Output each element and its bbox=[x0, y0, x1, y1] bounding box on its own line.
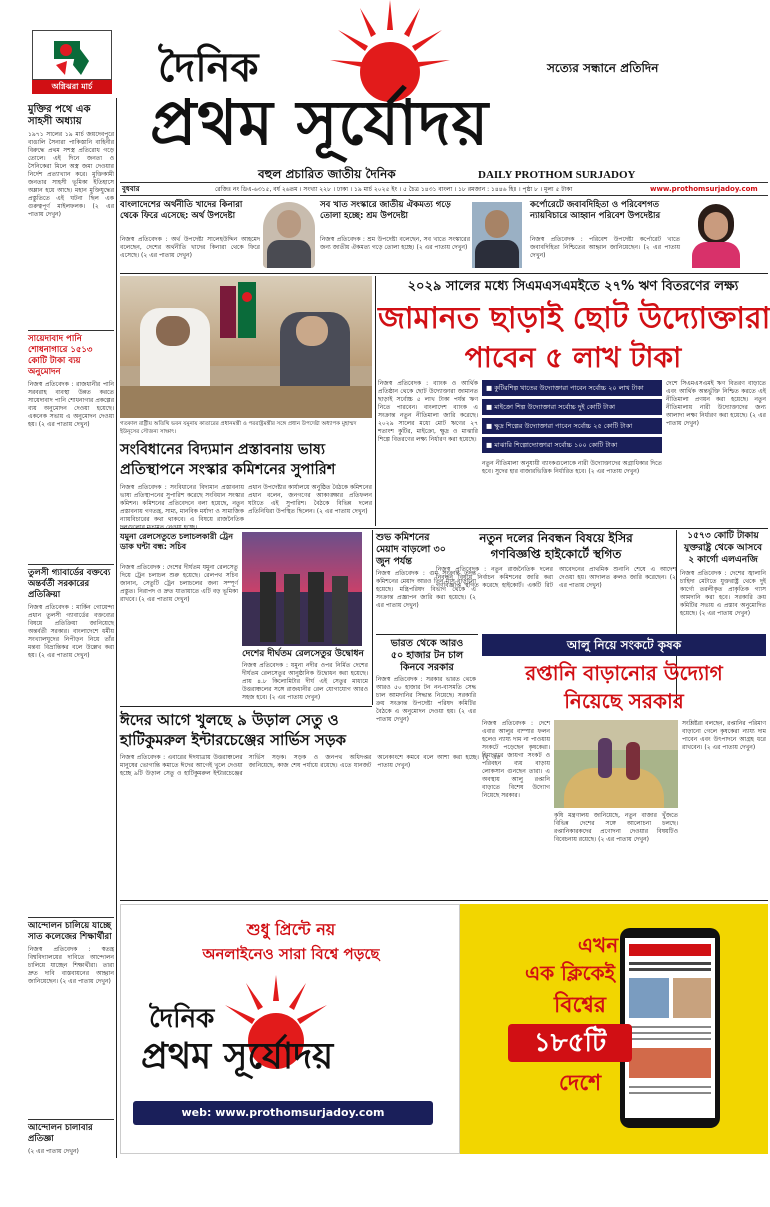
lead-bullet-3: ■ ক্ষুদ্র শিল্পের উদ্যোক্তারা পাবেন সর্বোচ্চ ২৫ কোটি টাকা bbox=[482, 418, 662, 434]
advertisement bbox=[120, 904, 768, 1154]
ad-tagline-2: অনলাইনেও সারা বিশ্বে পড়ছে bbox=[202, 945, 380, 963]
masthead-subtitle-en: DAILY PROTHOM SURJADOY bbox=[478, 169, 636, 181]
masthead-title: প্রথম সূর্যোদয় bbox=[150, 86, 490, 159]
potato-body-2: কৃষি মন্ত্রণালয় জানিয়েছে, নতুন বাজার খুঁজতে বিভিন্ন দেশের সঙ্গে আলোচনা চলছে। রপ্তানিকারকদের প্রণোদনা দেওয়ার বিষয়টিও বিবেচনায় রয়েছে। (২ এর পাতায় দেখুন) bbox=[554, 812, 678, 843]
top-story-3-body: নিজস্ব প্রতিবেদক : পরিবেশ উপদেষ্টা কর্পোরেট খাতে জবাবদিহিতা নিশ্চিতের আহ্বান জানিয়েছেন। (২ এর পাতায় দেখুন) bbox=[530, 236, 680, 259]
ad-tagline-1: শুধু প্রিন্টে নয় bbox=[246, 920, 336, 939]
main-photo-caption: গতকাল রাষ্ট্রীয় অতিথি ভবন যমুনায় কাতারের প্রধানমন্ত্রী ও পররাষ্ট্রমন্ত্রীর সঙ্গে প্রধান উপদেষ্টা অধ্যাপক মুহাম্মদ ইউনূসের সৌজন্য সাক্ষাৎ। bbox=[120, 421, 357, 435]
lead-kicker: ২০২৯ সালের মধ্যে সিএমএসএমইতে ২৭% ঋণ বিতরণের লক্ষ্য bbox=[407, 279, 739, 294]
top-story-1 bbox=[120, 200, 260, 272]
lead-body-right: দেশে সিএমএসএমই ঋণ বিতরণ বাড়াতে এবং আর্থিক অন্তর্ভুক্তি নিশ্চিত করতে এই নীতিমালা প্রণয়ন করা হয়েছে। নতুন নীতিমালায় নারী উদ্যোক্তাদের জন্য আলাদা লক্ষ্য নির্ধারণ করা হয়েছে। (২ এর পাতায় দেখুন) bbox=[666, 380, 766, 427]
lead-bullet-box bbox=[482, 380, 662, 456]
ad-title: প্রথম সূর্যোদয় bbox=[141, 1036, 334, 1077]
ishi-headline-1: নতুন দলের নিবন্ধন বিষয়ে ইসির bbox=[479, 531, 633, 545]
rice-headline-1: ভারত থেকে আরও bbox=[390, 638, 464, 649]
masthead-prefix: দৈনিক bbox=[158, 44, 259, 91]
ishi-body: নিজস্ব প্রতিবেদক : নতুন রাজনৈতিক দলের নিবন্ধন বিষয়ে নির্বাচন কমিশনের জারি করা গণবিজ্ঞপ্তি স্থগিত করেছে হাইকোর্ট। একটি রিট আবেদনের প্রাথমিক শুনানি শেষে এ আদেশ দেওয়া হয়। আদালত রুলও জারি করেছেন। (২ এর পাতায় দেখুন) bbox=[436, 566, 676, 589]
left-body-4: নিজস্ব প্রতিবেদক : স্বতন্ত্র বিশ্ববিদ্যালয়ের দাবিতে আন্দোলন চালিয়ে যাচ্ছেন শিক্ষার্থীরা। তারা দ্রুত দাবি বাস্তবায়নের আহ্বান জানিয়েছেন। (২ এর পাতায় দেখুন) bbox=[28, 946, 114, 985]
commission-body: নিজস্ব প্রতিবেদক : গুম সংক্রান্ত তদন্ত কমিশনের মেয়াদ আরও তিন মাস বাড়ানো হয়েছে। মন্ত্রিপরিষদ বিভাগ থেকে এ সংক্রান্ত প্রজ্ঞাপন জারি করা হয়েছে। (২ এর পাতায় দেখুন) bbox=[376, 570, 476, 609]
ad-right-4: ১৮৫টি bbox=[533, 1028, 607, 1058]
left-body-1: ১৯৭১ সালের ১৯ মার্চ জয়দেবপুরে বাঙালি সৈন্যরা পাকিস্তানি বাহিনীর বিরুদ্ধে প্রথম সশস্ত্র প্রতিরোধ গড়ে তোলে। এই দিনে জনতা ও সৈনিকেরা মিলে অস্ত্র জমা দেওয়ার নির্দেশ প্রত্যাখ্যান করে। মুক্তিকামী জনতার সাহসী ভূমিকা ইতিহাসে অম্লান হয়ে আছে। মহান মুক্তিযুদ্ধের প্রস্তুতিতে এই ঘটনা ছিল এক গুরুত্বপূর্ণ মাইলফলক। (২ এর পাতায় দেখুন) bbox=[28, 131, 114, 218]
portrait-labour-adviser bbox=[472, 202, 522, 268]
eid-headline-2: হাটিকুমরুল ইন্টারচেঞ্জের সার্ভিস সড়ক bbox=[120, 731, 347, 749]
commission-headline-2: মেয়াদ বাড়লো ৩০ bbox=[376, 544, 446, 555]
ad-right-3: বিশ্বের bbox=[553, 993, 607, 1018]
left-body-2: নিজস্ব প্রতিবেদক : রাজধানীর পানি সরবরাহ ব্যবস্থা উন্নত করতে সায়েদাবাদ পানি শোধনাগার প্রকল্পের ব্যয় অনুমোদন দেওয়া হয়েছে। একনেক সভায় এ অনুমোদন দেওয়া হয়। (২ এর পাতায় দেখুন) bbox=[28, 381, 114, 428]
left-headline-5: আন্দোলন চালাবার প্রতিজ্ঞা bbox=[28, 1123, 93, 1144]
main-photo bbox=[120, 276, 372, 418]
lead-headline-1: জামানত ছাড়াই ছোট উদ্যোক্তারা bbox=[378, 301, 770, 336]
top-story-1-headline: বাংলাদেশের অর্থনীতি খাদের কিনারা থেকে ফিরে এসেছে: অর্থ উপদেষ্টা bbox=[120, 200, 243, 221]
potato-kicker: আলু নিয়ে সংকটে কৃষক bbox=[566, 638, 682, 652]
left-footer: (২ এর পাতায় দেখুন) bbox=[28, 1148, 79, 1155]
ad-left-panel bbox=[120, 904, 460, 1154]
dateline-day: বুধবার bbox=[122, 185, 140, 193]
left-headline-2: সায়েদাবাদ পানি শোধনাগারে ১৫১৩ কোটি টাকা ব্যয় অনুমোদন bbox=[28, 334, 93, 377]
portrait-environment-adviser bbox=[686, 202, 746, 268]
top-strip bbox=[120, 200, 768, 272]
left-badge-label: অগ্নিঝরা মার্চ bbox=[32, 80, 112, 94]
left-column bbox=[28, 98, 114, 1158]
ad-right-panel bbox=[460, 904, 768, 1154]
bridge-headline: দেশের দীর্ঘতম রেলসেতুর উদ্বোধন bbox=[242, 649, 364, 659]
bridge-inauguration-photo bbox=[242, 532, 362, 646]
rice-headline bbox=[376, 638, 478, 674]
lng-body: নিজস্ব প্রতিবেদক : দেশের জ্বালানি চাহিদা মেটাতে যুক্তরাষ্ট্র থেকে দুই কার্গো তরলীকৃত প্রাকৃতিক গ্যাস আমদানি করা হবে। সরকারি ক্রয় কমিটির সভায় এ প্রস্তাব অনুমোদিত হয়েছে। (২ এর পাতায় দেখুন) bbox=[680, 570, 766, 617]
top-story-2-headline: সব খাত সংস্কারে জাতীয় ঐকমত্য গড়ে তোলা হচ্ছে: শ্রম উপদেষ্টা bbox=[320, 200, 451, 221]
left-body-3: নিজস্ব প্রতিবেদক : মার্কিন গোয়েন্দা প্রধান তুলসী গ্যাবার্ডের বক্তব্যের বিষয়ে প্রতিক্রিয়া জানিয়েছে অন্তর্বর্তী সরকার। বাংলাদেশে ধর্মীয় সংখ্যালঘুদের নিপীড়ন নিয়ে তাঁর মন্তব্য বিভ্রান্তিকর বলে উল্লেখ করা হয়। (২ এর পাতায় দেখুন) bbox=[28, 604, 114, 659]
left-headline-1: মুক্তির পথে এক সাহসী অধ্যায় bbox=[28, 104, 91, 127]
potato-headline-1: রপ্তানি বাড়ানোর উদ্যোগ bbox=[525, 661, 723, 685]
ad-right-1: এখন bbox=[577, 933, 619, 957]
lng-headline-1: ১৫৭৩ কোটি টাকায় bbox=[687, 531, 759, 541]
dateline-website[interactable]: www.prothomsurjadoy.com bbox=[650, 185, 758, 193]
bridge-body: নিজস্ব প্রতিবেদক : যমুনা নদীর ওপর নির্মিত দেশের দীর্ঘতম রেলসেতুর আনুষ্ঠানিক উদ্বোধন করা হয়েছে। প্রায় ৪.৮ কিলোমিটার দীর্ঘ এই সেতুর মাধ্যমে উত্তরাঞ্চলের সঙ্গে রাজধানীর রেল যোগাযোগ আরও সহজ হবে। (২ এর পাতায় দেখুন) bbox=[242, 662, 368, 701]
rice-body: নিজস্ব প্রতিবেদক : সরকার ভারত থেকে আরও ৫০ হাজার টন নন-বাসমতি সেদ্ধ চাল আমদানির সিদ্ধান্ত নিয়েছে। সরকারি ক্রয় সংক্রান্ত উপদেষ্টা পরিষদ কমিটির বৈঠকে এ অনুমোদন দেওয়া হয়। (২ এর পাতায় দেখুন) bbox=[376, 676, 476, 723]
lead-body-bottom: নতুন নীতিমালা অনুযায়ী ব্যাংকগুলোকে নারী উদ্যোক্তাদের অগ্রাধিকার দিতে হবে। সুদের হার বাজারভিত্তিক নির্ধারিত হবে। (২ এর পাতায় দেখুন) bbox=[482, 460, 662, 475]
potato-body-3: সংশ্লিষ্টরা বলছেন, রপ্তানির পরিমাণ বাড়ানো গেলে কৃষকেরা ন্যায্য দাম পাবেন এবং উৎপাদনে আগ্রহ ধরে রাখবেন। (২ এর পাতায় দেখুন) bbox=[682, 720, 766, 751]
potato-body-1: নিজস্ব প্রতিবেদক : দেশে এবার আলুর বাম্পার ফলন হলেও ন্যায্য দাম না পাওয়ায় সংকটে পড়েছেন কৃষকেরা। হিমাগারে জায়গা সংকট ও পরিবহন ব্যয় বাড়ায় লোকসান গুনছেন তারা। এ অবস্থায় আলু রপ্তানি বাড়াতে বিশেষ উদ্যোগ নিয়েছে সরকার। bbox=[482, 720, 550, 799]
ad-web[interactable]: web: www.prothomsurjadoy.com bbox=[181, 1106, 385, 1119]
lead-headline-2: পাবেন ৫ লাখ টাকা bbox=[464, 341, 682, 374]
portrait-finance-adviser bbox=[263, 202, 315, 268]
ishi-headline-2: গণবিজ্ঞপ্তি হাইকোর্টে স্থগিত bbox=[490, 547, 622, 561]
rice-headline-2: ৫০ হাজার টন চাল bbox=[390, 650, 464, 661]
lead-body-left: নিজস্ব প্রতিবেদক : ব্যাংক ও আর্থিক প্রতিষ্ঠান থেকে ছোট উদ্যোক্তারা জামানত ছাড়াই সর্বোচ্চ ৫ লাখ টাকা পর্যন্ত ঋণ নিতে পারবেন। বাংলাদেশ ব্যাংক এ সংক্রান্ত নতুন নীতিমালা জারি করেছে। ২০২৯ সালের মধ্যে মোট ঋণের ২৭ শতাংশ কুটির, মাইক্রো, ক্ষুদ্র ও মাঝারি শিল্পে বিতরণের লক্ষ্য নির্ধারণ করা হয়েছে। bbox=[378, 380, 478, 443]
ad-prefix: দৈনিক bbox=[149, 1004, 215, 1034]
dateline-info: রেজিঃ নং ডিএ-৬৩১৫, বর্ষ ২৬তম । সংখ্যা ২২৮ । ঢাকা । ১৯ মার্চ ২০২৫ ইং । ৫ চৈত্র ১৪৩১ বাংলা । ১৮ রমজান : ১৪৪৬ হিঃ । পৃষ্ঠা ৮ । মূল্য ৫ টাকা bbox=[215, 186, 573, 193]
constitution-headline-1: সংবিধানের বিদ্যমান প্রস্তাবনায় ভাষ্য bbox=[120, 442, 326, 458]
commission-headline-3: জুন পর্যন্ত bbox=[376, 556, 412, 567]
top-story-2 bbox=[320, 200, 470, 272]
lng-headline bbox=[680, 530, 766, 566]
constitution-body-1: নিজস্ব প্রতিবেদক : সংবিধানের বিদ্যমান প্রস্তাবনায় ভাষ্য প্রতিস্থাপনের সুপারিশ করেছে সংবিধান সংস্কার কমিশন। কমিশনের প্রতিবেদনে বলা হয়েছে, নতুন প্রস্তাবনায় গণতন্ত্র, সাম্য, মানবিক মর্যাদা ও সামাজিক ন্যায়বিচারের কথা থাকবে। এ বিষয়ে রাজনৈতিক bbox=[120, 484, 244, 523]
lng-headline-2: যুক্তরাষ্ট্র থেকে আসবে bbox=[684, 543, 762, 553]
ad-right-4-box bbox=[508, 1024, 632, 1062]
left-headline-3: তুলসী গ্যাবার্ডের বক্তব্যে অন্তর্বর্তী সরকারের প্রতিক্রিয়া bbox=[28, 568, 111, 600]
masthead-subtitle-bn: বহুল প্রচারিত জাতীয় দৈনিক bbox=[258, 167, 396, 181]
left-badge bbox=[32, 30, 112, 80]
potato-field-photo bbox=[554, 720, 678, 808]
masthead-slogan: সত্যের সন্ধানে প্রতিদিন bbox=[547, 61, 659, 75]
lng-headline-3: ২ কার্গো এলএনজি bbox=[688, 555, 758, 565]
top-story-2-body: নিজস্ব প্রতিবেদক : শ্রম উপদেষ্টা বলেছেন, সব খাতে সংস্কারের জন্য জাতীয় ঐকমত্য গড়ে তোলা হচ্ছে। (২ এর পাতায় দেখুন) bbox=[320, 236, 470, 251]
flag-bangladesh-icon bbox=[238, 282, 256, 338]
potato-headline-2: নিয়েছে সরকার bbox=[564, 689, 684, 713]
ad-right-2: এক ক্লিকেই bbox=[525, 961, 615, 985]
ad-right-5: দেশে bbox=[558, 1071, 602, 1096]
ad-phone-mockup bbox=[620, 928, 720, 1128]
top-story-1-body: নিজস্ব প্রতিবেদক : অর্থ উপদেষ্টা সালেহউদ্দিন আহমেদ বলেছেন, দেশের অর্থনীতি খাদের কিনারা থেকে ফিরে এসেছে। (২ এর পাতায় দেখুন) bbox=[120, 236, 260, 259]
jamuna-body: নিজস্ব প্রতিবেদক : দেশের দীর্ঘতম যমুনা রেলসেতু দিয়ে ট্রেন চলাচল শুরু হয়েছে। রেলপথ সচিব জানান, সেতুটি ট্রেন চলাচলের জন্য সম্পূর্ণ প্রস্তুত। নিরাপদ ও দ্রুত যাতায়াতে এটি বড় ভূমিকা রাখবে। (২ এর পাতায় দেখুন) bbox=[120, 564, 238, 603]
lead-bullet-2: ■ মাইক্রো শিল্প উদ্যোক্তারা সর্বোচ্চ দুই কোটি টাকা bbox=[482, 399, 662, 415]
flag-qatar-icon bbox=[220, 286, 236, 338]
jamuna-headline: যমুনা রেলসেতুতে চলাচলকারী ট্রেন ডাক ঘন্টা বন্ধ: সচিব bbox=[120, 532, 234, 551]
constitution-body-2: প্রধান উপদেষ্টার কার্যালয়ে অনুষ্ঠিত বৈঠকে কমিশনের প্রধান বলেন, জনগণের আকাঙ্ক্ষার প্রতিফলন ঘটাতে এই সুপারিশ। বৈঠকে বিভিন্ন দলের প্রতিনিধিরা উপস্থিত ছিলেন। (২ এর পাতায় দেখুন) bbox=[248, 484, 372, 515]
eid-body: নিজস্ব প্রতিবেদক : এবারের ঈদযাত্রায় উত্তরাঞ্চলের মানুষের ভোগান্তি কমাতে ঈদের আগেই খুলে দেওয়া হচ্ছে ৯টি উড়াল সেতু ও হাটিকুমরুল ইন্টারচেঞ্জের সার্ভিস সড়ক। সড়ক ও জনপথ অধিদপ্তর জানিয়েছে, কাজ শেষ পর্যায়ে রয়েছে। এতে যানজট অনেকাংশে কমবে বলে আশা করা হচ্ছে। (২ এর পাতায় দেখুন) bbox=[120, 754, 500, 777]
potato-kicker-bar bbox=[482, 634, 766, 656]
rice-headline-3: কিনবে সরকার bbox=[400, 662, 454, 673]
top-story-3 bbox=[530, 200, 680, 272]
constitution-headline-2: প্রতিস্থাপনে সংস্কার কমিশনের সুপারিশ bbox=[120, 462, 336, 478]
bangladesh-map-icon bbox=[51, 35, 91, 77]
lead-bullet-1: ■ কুটিরশিল্প খাতের উদ্যোক্তারা পাবেন সর্বোচ্চ ২০ লাখ টাকা bbox=[482, 380, 662, 396]
eid-headline-1: ঈদের আগে খুলছে ৯ উড়াল সেতু ও bbox=[120, 711, 339, 729]
lead-bullet-4: ■ মাঝারি শিল্পোদ্যোক্তারা সর্বোচ্চ ১০০ কোটি টাকা bbox=[482, 437, 662, 453]
commission-headline-1: শুভ কমিশনের bbox=[376, 532, 430, 543]
top-story-3-headline: কর্পোরেটে জবাবদিহিতা ও পরিবেশগত ন্যায়বিচারে আহ্বান পরিবেশ উপদেষ্টার bbox=[530, 200, 661, 221]
ad-web-bar[interactable] bbox=[133, 1101, 433, 1125]
left-headline-4: আন্দোলন চালিয়ে যাচ্ছে সাত কলেজের শিক্ষার্থীরা bbox=[28, 921, 112, 942]
dateline-bar bbox=[120, 182, 768, 196]
